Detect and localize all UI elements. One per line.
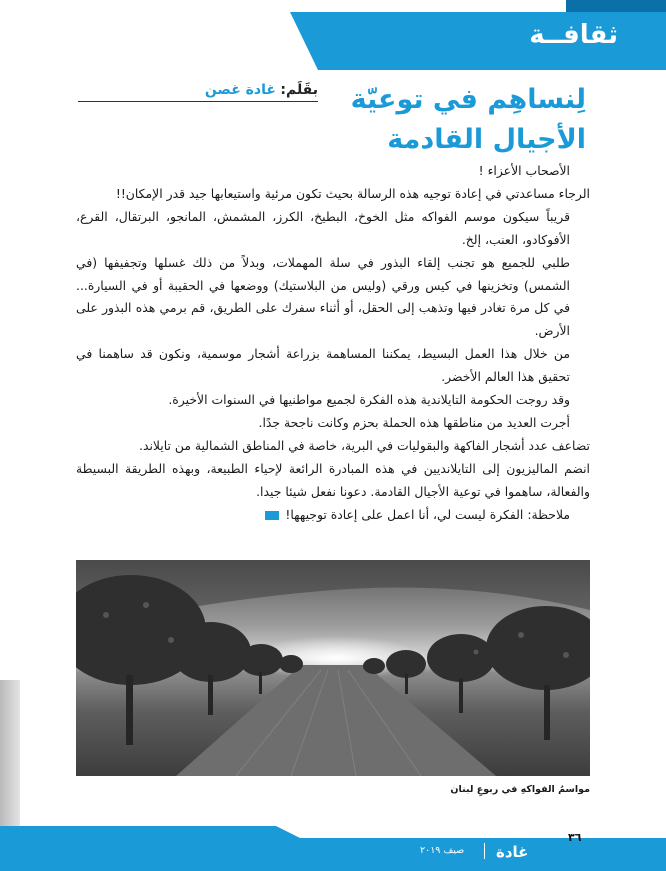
paragraph: أجرت العديد من مناطقها هذه الحملة بحزم وكانت ناجحة جدًا. [258,414,570,430]
note-text: ملاحظة: الفكرة ليست لي، أنا اعمل على إعادة توجيهها! [285,506,570,522]
paragraph: تضاعف عدد أشجار الفاكهة والبقوليات في البرية، خاصة في المناطق الشمالية من تايلاند. [139,437,590,453]
paragraph: قريباً سيكون موسم الفواكه مثل الخوخ، البطيخ، الكرز، المشمش، المانجو، البرتقال، القرع، الأفوكادو، العنب، إلخ. [76,208,570,247]
article-title [326,80,586,160]
footer-separator [484,843,485,859]
author-name: غادة غصن [204,82,276,98]
section-title: ثقافــة [529,20,618,50]
author-byline [78,82,318,102]
article-body [76,160,590,527]
article-title-line-2: الأجيال القادمة [387,124,586,155]
issue-label: صيف ٢٠١٩ [420,845,465,856]
article-title-line-1: لِنساهِم في توعيّة [350,84,586,115]
orchard-photo [76,560,590,776]
paragraph-note [76,504,590,527]
author-label: بقَلَم: [280,82,318,98]
page-number: ٣٦ [568,831,582,844]
paragraph: الأصحاب الأعزاء ! [478,163,570,178]
paragraph: من خلال هذا العمل البسيط، يمكننا المساهمة بزراعة أشجار موسمية، ونكون قد ساهمنا في تحقيق هذا العالم الأخضر. [76,346,570,385]
paragraph: انضم الماليزيون إلى التايلانديين في هذه المبادرة الرائعة لإحياء الطبيعة، وبهذه الطريقة البسيطة والفعالة، ساهموا في توعية الأجيال القادمة. دعونا نفعل شيئا جيدا. [76,460,590,499]
left-edge-strip [0,680,20,830]
footer-bar [0,838,666,871]
paragraph: الرجاء مساعدتي في إعادة توجيه هذه الرسالة بحيث تكون مرئية واستيعابها جيد قدر الإمكان!! [115,185,590,201]
orchard-illustration [76,560,590,776]
header-dark-band [566,0,666,12]
end-mark-icon [265,511,279,520]
footer-notch [0,826,300,838]
photo-caption: مواسمُ الفواكهِ في ربوعِ لبنان [450,784,590,795]
magazine-logo: غادة [496,843,529,861]
paragraph: طلبي للجميع هو تجنب إلقاء البذور في سلة المهملات، وبدلاً من ذلك غسلها وتجفيفها (في الشمس) وتخزينها في كيس ورقي (وليس من البلاستيك) ووضعها في الحقيبة أو في السيارة... في كل مرة تغادر فيها وتذهب إلى الحقل، أو أثناء سفرك على الطريق، قم برمي هذه البذور على الأرض. [76,254,570,339]
paragraph: وقد روجت الحكومة التايلاندية هذه الفكرة لجميع مواطنيها في السنوات الأخيرة. [168,392,570,408]
